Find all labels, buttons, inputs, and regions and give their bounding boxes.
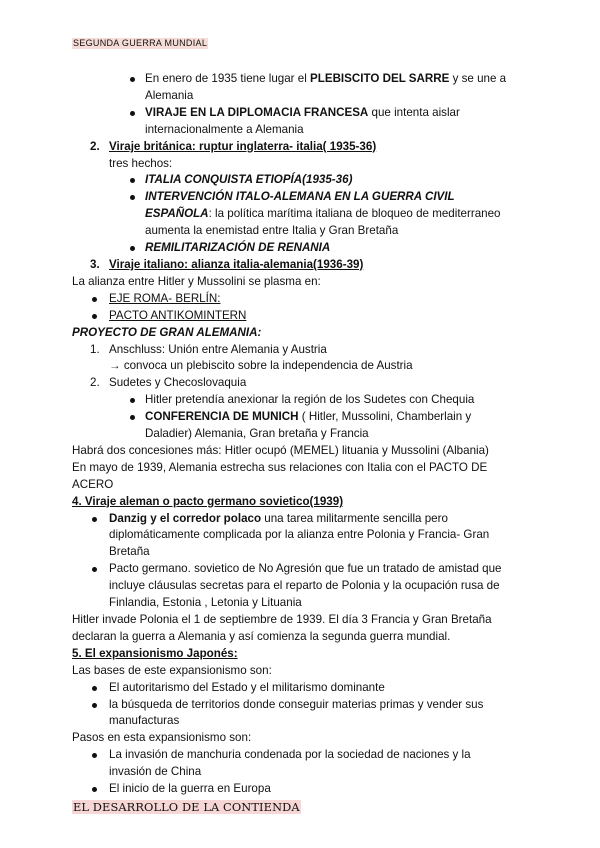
bases-text: Las bases de este expansionismo son: (72, 663, 272, 677)
section-5-heading: 5. El expansionismo Japonés: (72, 646, 238, 660)
bullet-autoritarismo: El autoritarismo del Estado y el militarismo dominante (72, 680, 532, 697)
bullet-dot (92, 753, 97, 758)
bullet-sarre-cont: Alemania (145, 88, 194, 102)
invasion-text: Hitler invade Polonia el 1 de septiembre de 1939. El día 3 Francia y Gran Bretaña (72, 613, 492, 626)
bullet-manchuria-cont: invasión de China (109, 765, 202, 779)
invasion-text-cont: declaran la guerra a Alemania y así comienza la segunda guerra mundial. (72, 629, 451, 643)
mayo-text-cont: ACERO (72, 477, 114, 491)
bullet-diplomacia: VIRAJE EN LA DIPLOMACIA FRANCESA que intenta aislar (72, 105, 532, 122)
bullet-pacto: PACTO ANTIKOMINTERN (72, 308, 532, 325)
final-heading: EL DESARROLLO DE LA CONTIENDA (73, 799, 300, 814)
item-sudetes: 2. Sudetes y Checoslovaquia (90, 376, 247, 390)
bullet-manchuria: La invasión de manchuria condenada por la sociedad de naciones y la (72, 747, 532, 764)
bullet-dot (92, 314, 97, 319)
bullet-dot (92, 297, 97, 302)
bullet-pacto-germano-cont2: Finlandia, Estonia , Letonia y Lituania (109, 596, 302, 610)
section-2-heading: 2. Viraje británica: ruptur inglaterra- italia( 1935-36) (90, 139, 377, 153)
bullet-danzig-cont: diplomáticamente complicada por la alianza entre Polonia y Francia- Gran (109, 528, 490, 542)
bullet-dot (92, 686, 97, 691)
bullet-munich-cont: Daladier) Alemania, Gran bretaña y Francia (145, 427, 369, 441)
item-anschluss-cont: → convoca un plebiscito sobre la independencia de Austria (109, 359, 413, 373)
section-4-heading: 4. Viraje aleman o pacto germano sovietico(1939) (72, 494, 344, 508)
bullet-danzig: Danzig y el corredor polaco una tarea militarmente sencilla pero (72, 511, 532, 528)
bullet-eje: EJE ROMA- BERLÍN: (72, 291, 532, 308)
bullet-sudetes: Hitler pretendía anexionar la región de los Sudetes con Chequia (72, 392, 532, 409)
bullet-pacto-germano-cont: incluye cláusulas secretas para el reparto de Polonia y la ocupación rusa de (109, 579, 500, 593)
bullet-etiopia: ITALIA CONQUISTA ETIOPÍA(1935-36) (72, 172, 532, 189)
page-header: SEGUNDA GUERRA MUNDIAL (73, 38, 208, 48)
bullet-dot (130, 111, 135, 116)
bullet-dot (130, 246, 135, 251)
bullet-renania: REMILITARIZACIÓN DE RENANIA (72, 240, 532, 257)
bullet-dot (130, 77, 135, 82)
bullet-intervencion-cont2: aumenta la enemistad entre Italia y Gran Bretaña (145, 224, 399, 238)
bullet-diplomacia-cont: internacionalmente a Alemania (145, 122, 304, 136)
bullet-danzig-cont2: Bretaña (109, 545, 150, 559)
bullet-dot (130, 415, 135, 420)
item-anschluss: 1. Anschluss: Unión entre Alemania y Austria (90, 342, 327, 356)
bullet-dot (92, 517, 97, 522)
bullet-intervencion: INTERVENCIÓN ITALO-ALEMANA EN LA GUERRA CIVIL (72, 189, 532, 206)
bullet-dot (130, 178, 135, 183)
proyecto-heading: PROYECTO DE GRAN ALEMANIA: (72, 325, 262, 339)
pasos-text: Pasos en esta expansionismo son: (72, 731, 252, 745)
bullet-dot (130, 195, 135, 200)
document-body (72, 71, 532, 817)
bullet-intervencion-cont: ESPAÑOLA: la política marítima italiana de bloqueo de mediterraneo (145, 207, 501, 221)
alianza-text: La alianza entre Hitler y Mussolini se plasma en: (72, 274, 321, 288)
bullet-dot (92, 703, 97, 708)
section-3-heading: 3. Viraje italiano: alianza italia-alemania(1936-39) (90, 257, 364, 271)
mayo-text: En mayo de 1939, Alemania estrecha sus relaciones con Italia con el PACTO DE (72, 460, 488, 474)
tres-hechos: tres hechos: (109, 156, 173, 170)
bullet-sarre: En enero de 1935 tiene lugar el PLEBISCITO DEL SARRE y se une a (72, 71, 532, 88)
bullet-territorios: la búsqueda de territorios donde conseguir materias primas y vender sus (72, 697, 532, 714)
bullet-munich: CONFERENCIA DE MUNICH ( Hitler, Mussolini, Chamberlain y (72, 409, 532, 426)
bullet-pacto-germano: Pacto germano. sovietico de No Agresión que fue un tratado de amistad que (72, 561, 532, 578)
bullet-dot (92, 787, 97, 792)
bullet-territorios-cont: manufacturas (109, 714, 180, 728)
bullet-dot (92, 567, 97, 572)
bullet-europa: El inicio de la guerra en Europa (72, 781, 532, 798)
bullet-dot (130, 398, 135, 403)
concesiones-text: Habrá dos concesiones más: Hitler ocupó (MEMEL) lituania y Mussolini (Albania) (72, 443, 489, 457)
